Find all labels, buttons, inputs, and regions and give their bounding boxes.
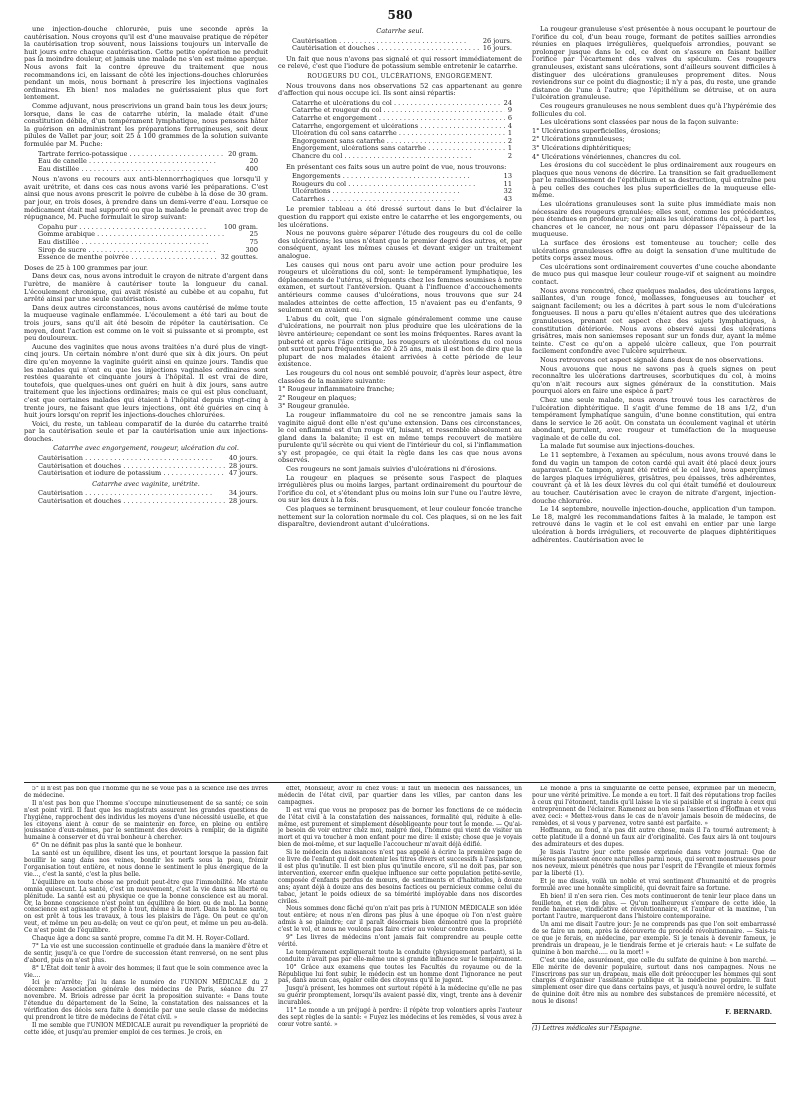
paragraph: 3° Rougeur granulée.	[278, 402, 350, 411]
row-value: 20 gram.	[228, 149, 258, 158]
paragraph: Les rougeurs du col nous ont semblé pouvoir, d'après leur aspect, être classées de la manière suivante:	[278, 368, 522, 385]
paragraph: Nous n'avons eu recours aux anti-blennorrhagiques que lorsqu'il y avait urétrite, et dans ces cas nous avons varié les préparations. C'est ainsi que nous avons prescrit le poivre de cubèbe à la dose de 30 gram. par jour, en trois doses, à prendre dans un demi-verre d'eau. Lorsque ce médicament était mal supporté ou que la malade le prenait avec trop de répugnance, M. Puche formulait le sirop suivant:	[24, 175, 268, 222]
footnote: (1) Lettres médicales sur l'Espagne.	[532, 1023, 776, 1033]
row-label: Essence de menthe poivrée . . .	[38, 254, 218, 262]
paragraph: Ces ulcérations sont ordinairement couvertes d'une couche abondante de muco pus qui masque leur couleur rouge-vif et saignent au moindre contact.	[532, 262, 776, 286]
row-value: 47 jours.	[228, 469, 258, 478]
paragraph: Ces rougeurs granuleuses ne nous semblent dues qu'à l'hypérémie des follicules du col.	[532, 101, 776, 118]
row-label: Eau de canelle . . .	[38, 158, 247, 166]
paragraph: Nous trouvons dans nos observations 52 cas appartenant au genre d'affection qui nous occupe ici. Ils sont ainsi répartis:	[278, 81, 522, 98]
data-table	[292, 173, 522, 203]
table-row	[38, 224, 268, 232]
paragraph: La santé est un équilibre, disent les uns, et pourtant lorsque la passion fait bouillir le sang dans nos veines, bondir les nerfs sous la peau, frémir l'organisation tout entière, et nous donne le sentiment le plus énergique de la vie..., c'est la santé, c'est la plus belle.	[24, 850, 268, 878]
row-value: 400	[245, 164, 258, 173]
table-row	[38, 151, 268, 159]
paragraph: La rougeur granuleuse s'est présentée à nous occupant le pourtour de l'orifice du col, d'un beau rouge, formant de petites saillies arrondies réunies en plaques irrégulières, quelquefois arrondies, pouvant se prolonger jusque dans le col, ce dont on s'assure en faisant bailler l'orifice par l'écartement des valves du spéculum. Ces rougeurs granuleuses, existant sans ulcérations, sont d'ailleurs souvent difficiles à distinguer des ulcérations granuleuses proprement dites. Nous reviendrons sur ce point du diagnostic; il n'y a pas, du reste, une grande distance de l'une à l'autre; que l'épithélium se détruise, et on aura l'ulcération granuleuse.	[532, 26, 776, 102]
paragraph: Je lisais l'autre jour cette pensée exprimée dans votre journal: Que de misères paraissent encore naturelles parmi nous, qui seront monstrueuses pour nos neveux, mieux pénétrés que nous par l'esprit de l'Évangile et mieux formés par la liberté (1).	[532, 849, 776, 877]
paragraph: Nous avouons que nous ne savons pas à quels signes on peut reconnaître les ulcérations dartreuses, scorbutiques du col, à moins qu'on n'ait recours aux signes généraux de la constitution. Mais pourquoi alors en faire une espèce à part?	[532, 364, 776, 396]
table-row	[292, 145, 522, 153]
paragraph: 9° Les livres de médecins n'ont jamais fait comprendre au peuple cette vérité.	[278, 934, 522, 948]
row-value: 100 gram.	[223, 222, 258, 231]
paragraph: effet, Monsieur, avoir lu chez vous: il faut un médecin des naissances, un médecin de l'état civil, par quartier dans les villes, par canton dans les campagnes.	[278, 786, 522, 806]
paragraph: Chez une seule malade, nous avons trouvé tous les caractères de l'ulcération diphtéritique. Il s'agit d'une femme de 18 ans 1/2, d'un tempérament lymphatique sanguin, d'une bonne constitution, qui entra dans le service le 26 août. On constata un écoulement vaginal et utérin abondant, purulent, avec rougeur et tuméfaction de la muqueuse vaginale et de celle du col.	[532, 395, 776, 442]
paragraph: Nous retrouvons cet aspect signalé dans deux de nos observations.	[540, 355, 764, 364]
upper-section	[24, 26, 776, 778]
paragraph: Chaque âge a donc sa santé propre, comme l'a dit M. H. Royer-Collard.	[32, 935, 250, 943]
paragraph: Un ami me disait l'autre jour: Je ne comprends pas que l'on soit embarrassé de se faire un nom, après la découverte du procédé révolutionnaire. — Sais-tu ce que je ferais, en médecine, par exemple. Si je tenais à devenir fameux, je prendrais un drapeau, je le tiendrais ferme et je crierais haut: « Le sulfate de quinine à bon marché..... ou la mort! »	[532, 921, 776, 956]
paragraph: Nous sommes donc fâché qu'on n'ait pas pris à l'UNION MÉDICALE son idée tout entière; et nous n'en dirons pas plus à une époque où l'on n'est guère admis à se plaindre; car il paraît désormais bien démontré que la propriété c'est le vol, et nous ne voulons pas faire crier au voleur contre nous.	[278, 905, 522, 934]
paragraph: 1° Rougeur inflammatoire franche;	[278, 385, 395, 394]
upper-column-2	[278, 26, 522, 778]
row-value: 6	[507, 113, 512, 122]
author-signature: F. BERNARD.	[725, 1009, 772, 1017]
row-value: 2	[507, 151, 512, 160]
paragraph: 6° On ne définit pas plus la santé que le bonheur.	[32, 842, 183, 850]
data-table	[38, 490, 268, 505]
paragraph: 2° Rougeur en plaques;	[278, 393, 357, 402]
row-label: Cautérisation et douches . . .	[292, 45, 480, 53]
table-row	[38, 166, 268, 174]
paragraph: Voici, du reste, un tableau comparatif de la durée du catarrhe traité par la cautérisation seule et par la cautérisation unie aux injections-douches.	[24, 419, 268, 443]
paragraph: Il n'est pas bon que l'homme s'occupe minutieusement de sa santé; ce soin n'est point viril. Il faut que les magistrats assurent les grandes questions de l'hygiène, rapprochent des individus les moyens d'une nécessité usuelle, et que les citoyens aient à cœur de se maintenir en force, en pleine ou entière jouissance d'eux-mêmes, par le sentiment des devoirs à remplir, de la dignité humaine à conserver et du vrai bonheur à chercher.	[24, 799, 268, 842]
paragraph: Ces rougeurs ne sont jamais suivies d'ulcérations ni d'érosions.	[286, 465, 497, 474]
section-caption: ROUGEURS DU COL, ULCÉRATIONS, ENGORGEMENT.	[307, 72, 493, 80]
row-value: 1	[507, 129, 512, 138]
paragraph: Aucune des vaginites que nous avons traitées n'a duré plus de vingt-cinq jours. Un certain nombre n'ont duré que six à dix jours. On peut dire qu'en moyenne la vaginite guérit ainsi en quinze jours. Tandis que les malades qui n'ont eu que les injections vaginales ordinaires sont restées quarante et cinquante jours à l'hôpital. Il est vrai de dire, toutefois, que quelques-unes ont guéri en huit à dix jours, sans autre traitement que les injections ordinaires; mais ce qui est plus concluant, c'est que certaines malades qui étaient à l'hôpital depuis vingt-cinq à trente jours, ne faisant que leurs injections, ont été guéries en cinq à huit jours lorsqu'on reprit les injections-douches chlorurées.	[24, 342, 268, 420]
data-table	[38, 224, 268, 262]
row-label: Ulcérations . . .	[292, 188, 501, 196]
row-label: Catarrhe et engorgement . . .	[292, 115, 505, 123]
row-value: 4	[507, 121, 512, 130]
table-row	[292, 196, 522, 204]
row-label: Catarrhe, engorgement et ulcérations . . .	[292, 123, 505, 131]
row-value: 16 jours.	[482, 44, 512, 53]
row-value: 24	[503, 98, 512, 107]
section-heading: Catarrhe avec engorgement, rougeur, ulcération du col.	[53, 444, 239, 453]
table-row	[292, 107, 522, 115]
paragraph: Si le médecin des naissances n'est pas appelé à écrire la première page de ce livre de l'enfant qui doit contenir les titres divers et successifs à l'assistance, il est plus qu'inutile. Il est bien plus qu'inutile encore, s'il ne doit pas, par son intervention, exercer enfin quelque influence sur cette population petite-sevile, composée d'enfants perdus de mœurs, de sentiments et d'habitudes, à douze ans; ayant déjà à douze ans des besoins factices ou pernicieux comme celui du tabac, jetant le poids odieux de sa témérité imployable dans nos discordes civiles.	[278, 849, 522, 905]
table-row	[292, 173, 522, 181]
paragraph: La malade fut soumise aux injections-douches.	[540, 442, 695, 451]
paragraph: 3° Ulcérations diphtéritiques;	[532, 143, 632, 152]
paragraph: Ces plaques se terminent brusquement, et leur couleur foncée tranche nettement sur la coloration normale du col. Ces plaques, si on ne les fait disparaître, deviendront autant d'ulcérations.	[278, 505, 522, 529]
row-value: 25	[249, 230, 258, 239]
table-row	[38, 239, 268, 247]
paragraph: 2° Ulcérations granuleuses;	[532, 135, 625, 144]
section-divider	[24, 782, 776, 783]
row-label: Cautérisation et iodure de potassium . . .	[38, 470, 226, 478]
paragraph: 11° Le monde a un préjugé à perdre: il répète trop volontiers après l'auteur des sept règles de la santé: « Fuyez les médecins et les remèdes, si vous avez à cœur votre santé. »	[278, 1007, 522, 1028]
paragraph: 10° Grâce aux examens que toutes les Facultés du royaume ou de la République lui font subir, le médecin est un homme dont l'ignorance ne peut pas, dans aucun cas, égaler celle des citoyens qu'il le jugent.	[278, 963, 522, 985]
table-row	[292, 138, 522, 146]
row-value: 20	[249, 157, 258, 166]
paragraph: Il est vrai que vous ne proposez pas de borner les fonctions de ce médecin de l'état civil à la constatation des naissances, formalité qui, réduite à elle-même, est purement et simplement désobligeante pour tout le monde. — Qu'ai-je besoin de voir entrer chez moi, malgré moi, l'homme qui vient de visiter un mort et qui va toucher à mon enfant pour me dire: il existe; chose que je voyais bien de moi-même, et sur laquelle l'accoucheur m'avait déjà édifié.	[278, 806, 522, 849]
paragraph: La rougeur inflammatoire du col ne se rencontre jamais sans la vaginite aiguë dont elle n'est qu'une extension. Dans ces circonstances, le col enflammé est d'un rouge vif, luisant, et ressemble absolument au gland dans la balanite; il est en même temps recouvert de matière purulente qu'il sécrète ou qui vient de l'intérieur du col, si l'inflammation s'y est propagée, ce qui était la règle dans les cas que nous avons observés.	[278, 410, 522, 465]
row-label: Cautérisation et douches . . .	[38, 498, 226, 506]
paragraph: Hoffmann, au fond, n'a pas dit autre chose, mais il l'a tourné autrement; à cette platitude il a donné un faux air d'originalité. Ces faux airs là ont toujours des admirateurs et des dupes.	[532, 827, 776, 849]
paragraph: Les causes qui nous ont paru avoir une action pour produire les rougeurs et ulcérations du col, sont: le tempérament lymphatique, les déplacements de l'utérus, si fréquents chez les femmes soumises à notre examen, et surtout l'antéversion. Quant à l'influence d'accouchements antérieurs comme causes d'ulcérations, nous trouvons que sur 24 malades atteintes de cette affection, 15 n'avaient pas eu d'enfants, 9 seulement en avaient eu.	[278, 260, 522, 315]
paragraph: Le monde a pris la singularité de cette pensée, exprimée par un médecin, pour une vérité primitive. Le monde a eu tort. Il fait des réputations trop faciles à ceux qui l'étonnent, tandis qu'il laisse la vie si paisible et si ingrate à ceux qui entreprennent de l'éclairer. Ramenez au bon sens l'assertion d'Hoffman et vous avez ceci: « Mettez-vous dans le cas de n'avoir jamais besoin de médecins, de remèdes, et si vous y parvenez, votre santé est parfaite. »	[532, 786, 776, 827]
paragraph: une injection-douche chlorurée, puis une seconde après la cautérisation. Nous croyons qu'il est d'une mauvaise pratique de répéter la cautérisation trop souvent, nous laissions toujours un intervalle de huit jours entre chaque cautérisation. Cette petite opération ne produit pas la moindre douleur, et jamais une malade ne s'en est même aperçue. Nous avons fait la contre épreuve du traitement que nous recommandons ici, en laissant de côté les injections-douches chlorurées pendant un mois, nous bornant à prescrire les injections vaginales ordinaires. Eh bien! nos malades ne guérissaient plus que fort lentement.	[24, 26, 268, 102]
row-label: Catarrhes . . .	[292, 196, 501, 204]
feuilleton-section	[24, 786, 776, 1096]
data-table	[292, 38, 522, 53]
paragraph: 4° Ulcérations vénériennes, chancres du col.	[532, 152, 682, 161]
data-table	[292, 100, 522, 161]
table-row	[38, 498, 268, 506]
lower-column-1	[24, 786, 268, 1096]
row-label: Engorgement, ulcérations sans catarrhe . . .	[292, 145, 505, 153]
row-label: Eau distillée . . .	[38, 239, 247, 247]
row-value: 75	[249, 238, 258, 247]
paragraph: Dans deux autres circonstances, nous avons cautérisé de même toute la muqueuse vaginale enflammée. L'écoulement a été tari au bout de trois jours, sans qu'il ait été besoin de répéter la cautérisation. Ce moyen, dont l'action est comme on le voit si puissante et si prompte, est peu douloureux.	[24, 303, 268, 343]
row-value: 32 gouttes.	[220, 253, 258, 262]
row-value: 34 jours.	[228, 489, 258, 498]
row-label: Cautérisation et douches . . .	[38, 463, 226, 471]
paragraph: L'abus du coït, que l'on signale généralement comme une cause d'ulcérations, ne pourrait non plus produire que les ulcérations de la lèvre antérieure; cependant ce sont les moins fréquentes. Rares avant la puberté et après l'âge critique, les rougeurs et ulcérations du col nous ont surtout paru fréquentes de 20 à 25 ans, mais il est bon de dire que la plupart de nos malades étaient arrivées à cette période de leur existence.	[278, 314, 522, 369]
row-label: Cautérisation . . .	[292, 38, 480, 46]
row-label: Rougeurs du col . . .	[292, 181, 501, 189]
newspaper-page	[24, 8, 776, 1108]
table-row	[38, 231, 268, 239]
data-table	[38, 151, 268, 174]
lower-column-3	[532, 786, 776, 1096]
data-table	[38, 455, 268, 478]
paragraph: Dans deux cas, nous avons introduit le crayon de nitrate d'argent dans l'urètre, de manière à cautériser toute la longueur du canal. L'écoulement chronique, qui avait résisté au cubèbe et au copahu, fut arrêté ainsi par une seule cautérisation.	[24, 272, 268, 304]
row-value: 1	[507, 144, 512, 153]
paragraph: 1° Ulcérations superficielles, érosions;	[532, 126, 661, 135]
paragraph: Nous ne pouvons guère séparer l'étude des rougeurs du col de celle des ulcérations; les unes n'étant que le premier degré des autres, et, par conséquent, ayant les mêmes causes et devant exiger un traitement analogue.	[278, 229, 522, 261]
row-value: 43	[503, 194, 512, 203]
paragraph: Ici je m'arrête; j'ai lu dans le numéro de l'UNION MÉDICALE du 2 décembre: Association générale des médecins de Paris, séance du 27 novembre. M. Briois adresse par écrit la proposition suivante: « Dans toute l'étendue du département de la Seine, la constatation des naissances et la vérification des décès sera faite à domicile par une seule classe de médecins qui prendront le titre de médecins de l'état civil. »	[24, 979, 268, 1021]
paragraph: Les ulcérations sont classées par nous de la façon suivante:	[540, 118, 739, 127]
paragraph: 5° Il n'est pas bon que l'homme qui ne se voue pas à la science lise des livres de médecine.	[24, 786, 268, 799]
table-row	[292, 130, 522, 138]
row-label: Ulcération du col sans catarrhe . . .	[292, 130, 505, 138]
row-value: 28 jours.	[228, 461, 258, 470]
row-value: 32	[503, 187, 512, 196]
row-label: Catarrhe et rougeur du col . . .	[292, 107, 505, 115]
table-row	[38, 470, 268, 478]
paragraph: La rougeur en plaques se présente sous l'aspect de plaques irrégulières plus ou moins larges, partant ordinairement du pourtour de l'orifice du col, et s'étendant plus ou moins loin sur l'une ou l'autre lèvre, ou sur les deux à la fois.	[278, 473, 522, 505]
row-label: Gomme arabique . . .	[38, 231, 247, 239]
row-value: 300	[245, 245, 258, 254]
row-label: Copahu pur . . .	[38, 224, 221, 232]
paragraph: Doses de 25 à 100 grammes par jour.	[24, 263, 148, 272]
row-label: Eau distillée . . .	[38, 166, 243, 174]
upper-column-3	[532, 26, 776, 778]
paragraph: C'est une idée, assurément, que celle du sulfate de quinine à bon marché. — Elle mérite de devenir populaire, surtout dans nos campagnes. Nous ne l'inscrirons pas sur un drapeau, mais elle doit préoccuper les hommes qui sont chargés d'organiser l'assistance publique et la médecine populaire. Il faut simplement oser dire que dans certains pays, et jusqu'à nouvel ordre, le sulfate de quinine doit être mis au nombre des substances de première nécessité, et nous le disons!	[532, 956, 776, 1006]
row-value: 2	[507, 136, 512, 145]
table-row	[38, 158, 268, 166]
table-row	[292, 153, 522, 161]
paragraph: Le 11 septembre, à l'examen au spéculum, nous avons trouvé dans le fond du vagin un tampon de coton cardé qui avait été placé deux jours auparavant. Ce tampon, ayant été retiré et le col lavé, nous aperçûmes de larges plaques irrégulières, grisâtres, peu épaisses, très adhérentes, couvrant çà et là les deux lèvres du col qui était tuméfié et douloureux au toucher. Cautérisation avec le crayon de nitrate d'argent, injection-douche chlorurée.	[532, 451, 776, 505]
row-value: 11	[503, 179, 512, 188]
section-heading: Catarrhe seul.	[376, 27, 424, 35]
paragraph: La surface des érosions est tomenteuse au toucher; celle des ulcérations granuleuses offre au doigt la sensation d'une multitude de petits corps assez mous.	[532, 239, 776, 263]
paragraph: Un fait que nous n'avons pas signalé et qui ressort immédiatement de ce relevé, c'est que l'iodure de potassium semble entretenir le catarrhe.	[278, 54, 522, 71]
lower-column-2	[278, 786, 522, 1096]
row-label: Tartrate ferrico-potassique . . .	[38, 151, 225, 159]
row-label: Chancre du col . . .	[292, 153, 505, 161]
table-row	[292, 181, 522, 189]
lower-column-3-body	[532, 786, 776, 1006]
paragraph: En présentant ces faits sous un autre point de vue, nous trouvons:	[286, 162, 507, 171]
paragraph: 7° La vie est une succession continuelle et graduée dans la manière d'être et de sentir, jusqu'à ce que l'ordre de succession étant renversé, on ne sent plus d'abord, puis on n'est plus.	[24, 942, 268, 964]
table-row	[292, 45, 522, 53]
paragraph: Comme adjuvant, nous prescrivions un grand bain tous les deux jours; lorsque, dans le cas de catarrhe utérin, la malade était d'une constitution débile, d'un tempérament lymphatique, nous pensons hâter la guérison en administrant les préparations ferrugineuses, soit deux pilules de Vallet par jour, soit 25 à 100 grammes de la solution suivante formulée par M. Puche:	[24, 101, 268, 148]
section-heading: Catarrhe avec vaginite, urétrite.	[92, 479, 200, 488]
row-label: Sirop de sucre . . .	[38, 247, 243, 255]
row-label: Catarrhe et ulcérations du col . . .	[292, 100, 501, 108]
table-row	[292, 115, 522, 123]
paragraph: Les ulcérations granuleuses sont la suite plus immédiate mais non nécessaire des rougeurs granulées; elles sont, comme les précédentes, peu étendues en profondeur; car jamais les ulcérations du col, à part les chancres et le cancer, ne nous ont paru dépasser l'épaisseur de la muqueuse.	[532, 200, 776, 239]
paragraph: Et je me disais, voilà un noble et vrai sentiment d'humanité et de progrès formulé avec une honnête simplicité, qui devrait faire sa fortune.	[532, 877, 776, 892]
paragraph: L'équilibre en toute chose ne produit peut-être que l'immobilité. Me stante omnia quiescunt. La santé, c'est un mouvement, c'est la vie dans sa liberté ou plénitude. La santé est au physique ce que la bonne conscience est au moral. Or, la bonne conscience n'est point un équilibre de bien ou de mal. La bonne conscience est agissante et prête à tout, même à la mort. Dans la bonne santé, on est prêt à tous les travaux, à tous les plaisirs de l'âge. On peut ce qu'on veut, et même un peu au-delà; on veut ce qu'on peut, et même un peu au-delà. Ce n'est point de l'équilibre.	[24, 878, 268, 935]
paragraph: 8° L'État doit tenir à avoir des hommes; il faut que le soin commence avec la vie....	[24, 964, 268, 979]
paragraph: Jusqu'à présent, les hommes ont surtout répété à la médecine qu'elle ne pas su guérir promptement, lorsqu'ils avaient passé dix, vingt, trente ans à devenir incurables.	[278, 985, 522, 1007]
row-label: Cautérisation . . .	[38, 455, 226, 463]
row-label: Engorgements . . .	[292, 173, 501, 181]
row-value: 40 jours.	[228, 454, 258, 463]
paragraph: Le premier tableau a été dressé surtout dans le but d'éclairer la question du rapport qui existe entre le catarrhe et les engorgements, ou les ulcérations.	[278, 205, 522, 229]
row-value: 26 jours.	[482, 36, 512, 45]
table-row	[38, 254, 268, 262]
paragraph: Les érosions du col succèdent le plus ordinairement aux rougeurs en plaques que nous venons de décrire. La transition se fait graduellement par le ramollissement de l'épithélium et sa destruction, qui entraîne peu à peu celles des couches les plus superficielles de la muqueuse elle-même.	[532, 161, 776, 200]
page-number: 580	[387, 8, 413, 22]
row-value: 28 jours.	[228, 497, 258, 506]
upper-column-1	[24, 26, 268, 778]
paragraph: Il me semble que l'UNION MÉDICALE aurait pu revendiquer la propriété de cette idée, et jusqu'au premier emploi de ces termes. Je crois, en	[24, 1021, 268, 1036]
table-row	[292, 100, 522, 108]
table-row	[292, 123, 522, 131]
row-label: Cautérisation . . .	[38, 490, 226, 498]
row-value: 13	[503, 172, 512, 181]
row-value: 9	[507, 106, 512, 115]
paragraph: Nous avons rencontré, chez quelques malades, des ulcérations larges, saillantes, d'un rouge foncé, mollasses, fongueuses au toucher et saignant facilement; ou les a décrites à part sous le nom d'ulcérations fongueuses. Il nous a paru qu'elles n'étaient autres que des ulcérations granuleuses, prenant cet aspect chez des sujets lymphatiques, à constitution détériorée. Nous avons observé aussi des ulcérations grisâtres, mais non saniemses reposant sur un fonds dur, ayant la même teinte. C'est ce qu'on a appelé ulcère calleux, que l'on pourrait facilement confondre avec l'ulcère squirrheux.	[532, 286, 776, 356]
paragraph: Le 14 septembre, nouvelle injection-douche, application d'un tampon. Le 18, malgré les recommandations faites à la malade, le tampon est retrouvé dans le vagin et le col est envahi en entier par une large ulcération à bords irréguliers, et recouverte de plaques diphtéritiques adhérentes. Cautérisation avec le	[532, 505, 776, 544]
paragraph: Eh bien! il n'en sera rien. Ces mots continueront de tenir leur place dans un feuilleton, et rien de plus. — Qu'un malheureux s'empare de cette idée, la rende haineuse, vindicative et révolutionnaire, et l'auteur et la maxime, l'un portant l'autre, marqueront dans l'histoire contemporaine.	[532, 892, 776, 921]
row-label: Engorgement sans catarrhe . . .	[292, 138, 505, 146]
table-row	[292, 188, 522, 196]
paragraph: Le tempérament expliquerait toute la conduite (physiquement parlant), si la conduite n'avait pas par elle-même une si grande influence sur le tempérament.	[278, 948, 522, 963]
